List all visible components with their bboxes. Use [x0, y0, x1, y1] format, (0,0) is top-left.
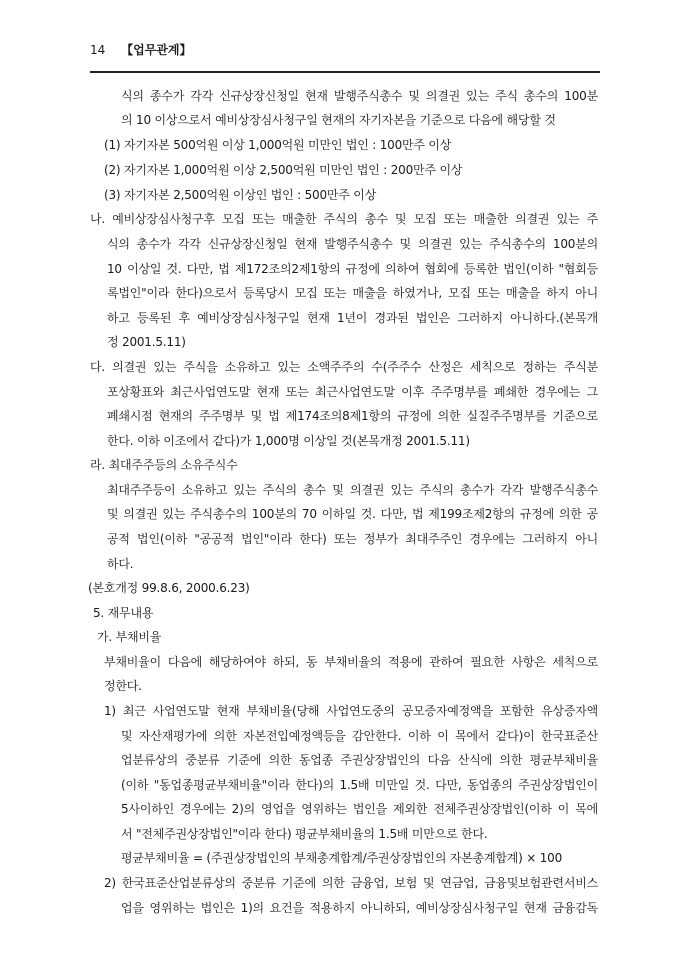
header-rule [90, 71, 600, 73]
body-line: 10 이상일 것. 다만, 법 제172조의2제1항의 규정에 의하여 협회에 등록한 법인(이하 "협회등 [107, 262, 598, 276]
section-tag: 【업무관계】 [121, 43, 192, 57]
formula-line: 평균부채비율 = (주권상장법인의 부채총계합계/주권상장법인의 자본총계합계) × 100 [121, 851, 563, 865]
body-line: 의 10 이상으로서 예비상장심사청구일 현재의 자기자본을 기준으로 다음에 해당할 것 [121, 113, 556, 127]
body-line: 록법인"이라 한다)으로서 등록당시 모집 또는 매출을 하였거나, 모집 또는 매출을 하지 아니 [107, 286, 598, 300]
body-line: 및 자산재평가에 의한 자본전입예정액등을 감안한다. 이하 이 목에서 같다)이 한국표준산 [121, 729, 598, 743]
body-line: 정한다. [104, 679, 142, 693]
body-line: 최대주주등이 소유하고 있는 주식의 총수 및 의결권 있는 주식의 총수가 각각 발행주식총수 [107, 483, 598, 497]
body-line: 업분류상의 중분류 기준에 의한 동업종 주권상장법인의 다음 산식에 의한 평균부채비율 [121, 753, 598, 767]
body-line: 하다. [107, 557, 134, 571]
body-line: 서 "전체주권상장법인"이라 한다) 평균부채비율의 1.5배 미만으로 한다. [121, 827, 488, 841]
amendment-note: (본호개정 99.8.6, 2000.6.23) [88, 581, 250, 595]
clause-da: 다. 의결권 있는 주식을 소유하고 있는 소액주주의 수(주주수 산정은 세칙으로 정하는 주식분 [90, 360, 598, 374]
page-number: 14 [90, 43, 106, 57]
section-heading: 5. 재무내용 [93, 606, 154, 620]
list-item-3: (3) 자기자본 2,500억원 이상인 법인 : 500만주 이상 [104, 188, 377, 202]
body-line: 포상황표와 최근사업연도말 현재 또는 최근사업연도말 이후 주주명부를 폐쇄한 경우에는 그 [107, 385, 598, 399]
list-item-1: (1) 자기자본 500억원 이상 1,000억원 미만인 법인 : 100만주 이상 [104, 138, 452, 152]
running-header [90, 42, 600, 58]
clause-ga: 가. 부채비율 [97, 630, 162, 644]
item-1: 1) 최근 사업연도말 현재 부채비율(당해 사업연도중의 공모증자예정액을 포함한 유상증자액 [104, 704, 598, 718]
body-line: 한다. 이하 이조에서 같다)가 1,000명 이상일 것(본목개정 2001.5.11) [107, 434, 470, 448]
body-line: 공적 법인(이하 "공공적 법인"이라 한다) 또는 정부가 최대주주인 경우에는 그러하지 아니 [107, 532, 598, 546]
body-line: 및 의결권 있는 주식총수의 100분의 70 이하일 것. 다만, 법 제199조제2항의 규정에 의한 공 [107, 507, 598, 521]
list-item-2: (2) 자기자본 1,000억원 이상 2,500억원 미만인 법인 : 200만주 이상 [104, 163, 463, 177]
body-line: 폐쇄시점 현재의 주주명부 및 법 제174조의8제1항의 규정에 의한 실질주주명부를 기준으로 [107, 409, 598, 423]
body-line: 5사이하인 경우에는 2)의 영업을 영위하는 법인을 제외한 전체주권상장법인(이하 이 목에 [121, 802, 598, 816]
body-line: 식의 총수가 각각 신규상장신청일 현재 발행주식총수 및 의결권 있는 주식총수의 100분의 [107, 237, 598, 251]
body-line: 업을 영위하는 법인은 1)의 요건을 적용하지 아니하되, 예비상장심사청구일 현재 금융감독 [121, 901, 598, 915]
body-line: 하고 등록된 후 예비상장심사청구일 현재 1년이 경과된 법인은 그러하지 아니하다.(본목개 [107, 311, 598, 325]
item-2: 2) 한국표준산업분류상의 중분류 기준에 의한 금융업, 보험 및 연금업, 금융및보험관련서비스 [104, 876, 598, 890]
clause-ra: 라. 최대주주등의 소유주식수 [90, 458, 238, 472]
body-line: 부채비율이 다음에 해당하여야 하되, 동 부채비율의 적용에 관하여 필요한 사항은 세칙으로 [104, 655, 598, 669]
amendment-note: 정 2001.5.11) [107, 335, 186, 349]
clause-na: 나. 예비상장심사청구후 모집 또는 매출한 주식의 총수 및 모집 또는 매출한 의결권 있는 주 [90, 212, 598, 226]
body-line: 식의 종수가 각각 신규상장신청일 현재 발행주식총수 및 의결권 있는 주식 총수의 100분 [121, 89, 598, 103]
body-line: (이하 "동업종평균부채비율"이라 한다)의 1.5배 미만일 것. 다만, 동업종의 주권상장법인이 [121, 778, 598, 792]
